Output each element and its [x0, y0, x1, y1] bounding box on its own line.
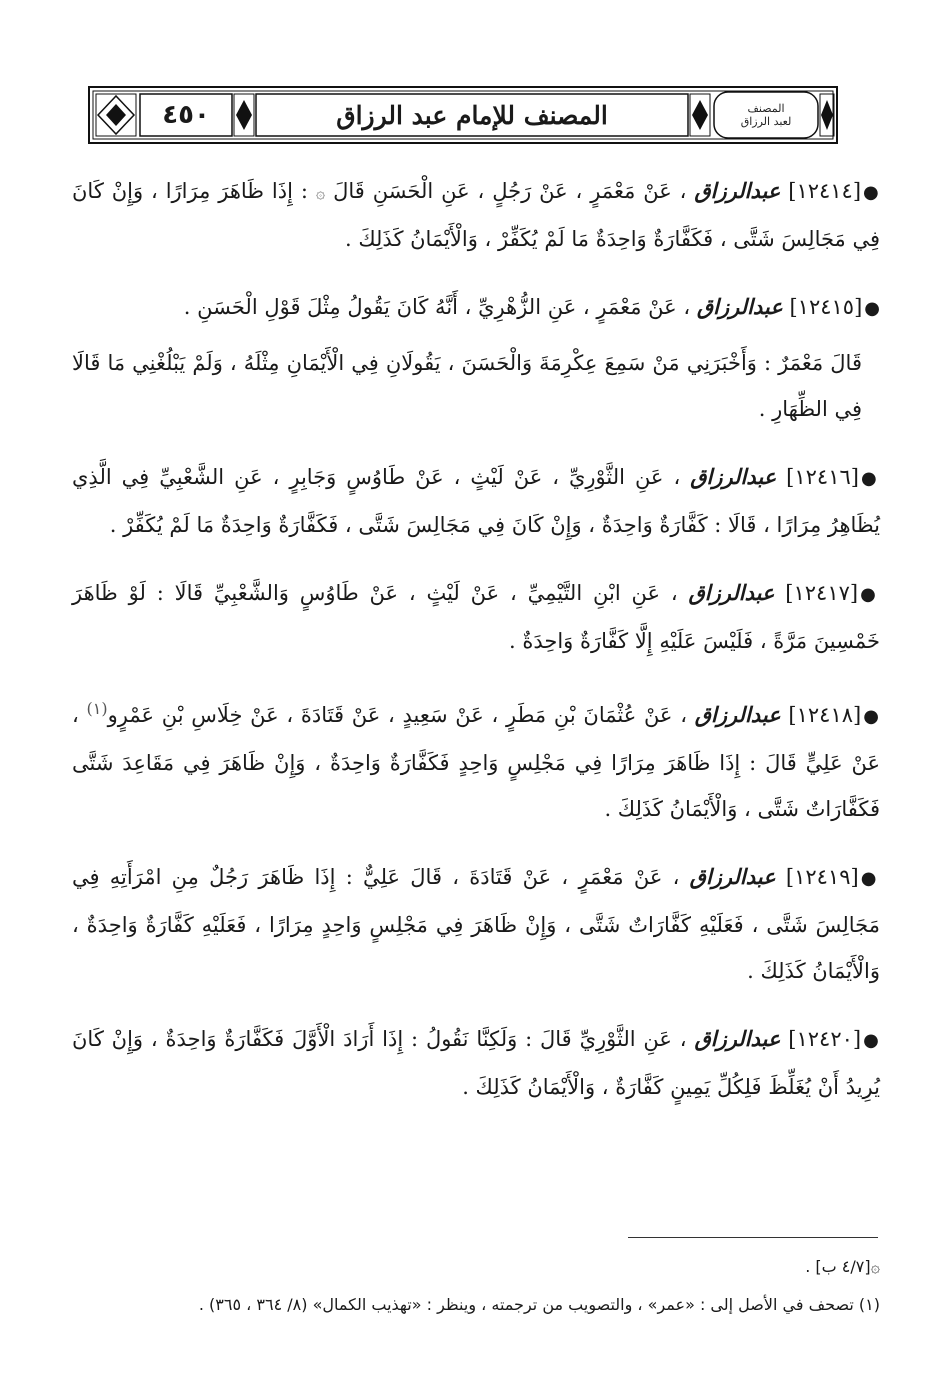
- hadith-number: ١٢٤١٧: [793, 581, 850, 605]
- hadith-number: ١٢٤١٤: [796, 179, 853, 203]
- author-name: عبدالرزاق: [688, 580, 775, 605]
- footnote-1: (١) تصحف في الأصل إلى : «عمر» ، والتصويب من ترجمته ، وينظر : «تهذيب الكمال» (٨/ ٣٦٤ ، ٣٦٥) .: [198, 1295, 880, 1314]
- footnote-divider: [628, 1237, 878, 1238]
- bullet-icon: ●: [863, 706, 880, 727]
- folio-mark: ۞: [315, 183, 326, 202]
- author-name: عبدالرزاق: [696, 294, 783, 319]
- hadith-text: ، عَنْ مَعْمَرٍ ، عَنْ قَتَادَةَ ، قَالَ عَلِيٌّ : إِذَا ظَاهَرَ رَجُلٌ مِنِ امْرَأَتِهِ فِي مَجَالِسَ شَتَّى ، فَعَلَيْهِ كَفَّارَاتٌ شَتَّى ، وَإِنْ ظَاهَرَ فِي مَجْلِسٍ وَاحِدٍ مِرَارًا ، فَعَلَيْهِ كَفَّارَةٌ وَاحِدَةٌ ، وَالْأَيْمَانُ كَذَلِكَ .: [72, 865, 880, 983]
- hadith-number: ١٢٤١٩: [794, 865, 851, 889]
- hadith-paragraph: ●[١٢٤٢٠] عبدالرزاق ، عَنِ الثَّوْرِيِّ قَالَ : وَلَكِنَّا نَقُولُ : إِذَا أَرَادَ الْأَوَّلَ فَكَفَّارَةٌ وَاحِدَةٌ ، وَإِنْ كَانَ يُرِيدُ أَنْ يُغَلِّظَ فَلِكُلِّ يَمِينٍ كَفَّارَةٌ ، وَالْأَيْمَانُ كَذَلِكَ .: [72, 1026, 880, 1099]
- author-name: عبدالرزاق: [694, 1026, 781, 1051]
- author-name: عبدالرزاق: [694, 702, 781, 727]
- bullet-icon: ●: [864, 298, 880, 319]
- page-header: [88, 86, 838, 144]
- hadith-text: ، عَنْ مَعْمَرٍ ، عَنْ رَجُلٍ ، عَنِ الْحَسَنِ قَالَ: [333, 179, 687, 203]
- book-title: المصنف للإمام عبد الرزاق: [336, 100, 608, 130]
- author-name: عبدالرزاق: [689, 864, 776, 889]
- hadith-paragraph: ●[١٢٤١٤] عبدالرزاق ، عَنْ مَعْمَرٍ ، عَنْ رَجُلٍ ، عَنِ الْحَسَنِ قَالَ ۞ : إِذَا ظَاهَرَ مِرَارًا ، وَإِنْ كَانَ فِي مَجَالِسَ شَتَّى ، فَكَفَّارَةٌ وَاحِدَةٌ مَا لَمْ يُكَفِّرْ ، وَالْأَيْمَانُ كَذَلِكَ .: [72, 178, 880, 251]
- hadith-text: ، عَنِ ابْنِ التَّيْمِيِّ ، عَنْ لَيْثٍ ، عَنْ طَاوُسٍ وَالشَّعْبِيِّ قَالَا : لَوْ ظَاهَرَ خَمْسِينَ مَرَّةً ، فَلَيْسَ عَلَيْهِ إِلَّا كَفَّارَةٌ وَاحِدَةٌ .: [72, 581, 880, 653]
- footnote-ref[interactable]: (١): [86, 699, 108, 718]
- bullet-icon: ●: [860, 584, 880, 605]
- author-name: عبدالرزاق: [694, 178, 781, 203]
- hadith-paragraph: ●[١٢٤١٧] عبدالرزاق ، عَنِ ابْنِ التَّيْمِيِّ ، عَنْ لَيْثٍ ، عَنْ طَاوُسٍ وَالشَّعْبِيِّ قَالَا : لَوْ ظَاهَرَ خَمْسِينَ مَرَّةً ، فَلَيْسَ عَلَيْهِ إِلَّا كَفَّارَةٌ وَاحِدَةٌ .: [72, 580, 880, 653]
- hadith-paragraph: ●[١٢٤١٩] عبدالرزاق ، عَنْ مَعْمَرٍ ، عَنْ قَتَادَةَ ، قَالَ عَلِيٌّ : إِذَا ظَاهَرَ رَجُلٌ مِنِ امْرَأَتِهِ فِي مَجَالِسَ شَتَّى ، فَعَلَيْهِ كَفَّارَاتٌ شَتَّى ، وَإِنْ ظَاهَرَ فِي مَجْلِسٍ وَاحِدٍ مِرَارًا ، فَعَلَيْهِ كَفَّارَةٌ وَاحِدَةٌ ، وَالْأَيْمَانُ كَذَلِكَ .: [72, 864, 880, 983]
- folio-note: ۞[٤/٧ ب] .: [805, 1257, 880, 1276]
- main-text: [72, 168, 880, 1132]
- hadith-text: ، عَنِ الثَّوْرِيِّ قَالَ : وَلَكِنَّا نَقُولُ : إِذَا أَرَادَ الْأَوَّلَ فَكَفَّارَةٌ وَاحِدَةٌ ، وَإِنْ كَانَ يُرِيدُ أَنْ يُغَلِّظَ فَلِكُلِّ يَمِينٍ كَفَّارَةٌ ، وَالْأَيْمَانُ كَذَلِكَ .: [72, 1027, 880, 1099]
- hadith-paragraph: ●[١٢٤١٥] عبدالرزاق ، عَنْ مَعْمَرٍ ، عَنِ الزُّهْرِيِّ ، أَنَّهُ كَانَ يَقُولُ مِثْلَ قَوْلِ الْحَسَنِ .: [183, 294, 880, 319]
- hadith-paragraph: ●[١٢٤١٦] عبدالرزاق ، عَنِ الثَّوْرِيِّ ، عَنْ لَيْثٍ ، عَنْ طَاوُسٍ وَجَابِرٍ ، عَنِ الشَّعْبِيِّ فِي الَّذِي يُظَاهِرُ مِرَارًا ، قَالَا : كَفَّارَةٌ وَاحِدَةٌ ، وَإِنْ كَانَ فِي مَجَالِسَ شَتَّى ، فَكَفَّارَةٌ وَاحِدَةٌ مَا لَمْ يُكَفِّرْ .: [72, 464, 880, 537]
- continuation-text: قَالَ مَعْمَرٌ : وَأَخْبَرَنِي مَنْ سَمِعَ عِكْرِمَةَ وَالْحَسَنَ ، يَقُولَانِ فِي الْأَيْمَانِ مِثْلَهُ ، وَلَمْ يَبْلُغْنِي مَا قَالَا فِي الظِّهَارِ .: [72, 351, 862, 421]
- hadith-paragraph: ●[١٢٤١٨] عبدالرزاق ، عَنْ عُثْمَانَ بْنِ مَطَرٍ ، عَنْ سَعِيدٍ ، عَنْ قَتَادَةَ ، عَنْ خِلَاسِ بْنِ عَمْرٍو$^{(١)}$ ، عَنْ عَلِيٍّ قَالَ : إِذَا ظَاهَرَ مِرَارًا فِي مَجْلِسٍ وَاحِدٍ فَكَفَّارَةٌ وَاحِدَةٌ ، وَإِنْ ظَاهَرَ فِي مَقَاعِدَ شَتَّى فَكَفَّارَاتٌ شَتَّى ، وَالْأَيْمَانُ كَذَلِكَ .: [72, 699, 880, 821]
- hadith-number: ١٢٤١٨: [796, 703, 854, 727]
- hadith-number: ١٢٤١٦: [794, 465, 851, 489]
- bullet-icon: ●: [863, 1030, 880, 1051]
- footnotes: [72, 1248, 880, 1324]
- bullet-icon: ●: [860, 868, 880, 889]
- hadith-text: ، عَنِ الثَّوْرِيِّ ، عَنْ لَيْثٍ ، عَنْ طَاوُسٍ وَجَابِرٍ ، عَنِ الشَّعْبِيِّ فِي الَّذِي يُظَاهِرُ مِرَارًا ، قَالَا : كَفَّارَةٌ وَاحِدَةٌ ، وَإِنْ كَانَ فِي مَجَالِسَ شَتَّى ، فَكَفَّارَةٌ وَاحِدَةٌ مَا لَمْ يُكَفِّرْ .: [72, 465, 880, 537]
- hadith-text: ، عَنْ عُثْمَانَ بْنِ مَطَرٍ ، عَنْ سَعِيدٍ ، عَنْ قَتَادَةَ ، عَنْ خِلَاسِ بْنِ عَمْرٍو: [107, 703, 687, 727]
- publisher-seal: [714, 92, 818, 138]
- page-number: ٤٥٠: [162, 100, 210, 130]
- hadith-text-rest: : إِذَا ظَاهَرَ مِرَارًا ، وَإِنْ كَانَ فِي مَجَالِسَ شَتَّى ، فَكَفَّارَةٌ وَاحِدَةٌ مَا لَمْ يُكَفِّرْ ، وَالْأَيْمَانُ كَذَلِكَ .: [72, 179, 880, 251]
- hadith-text-rest: ، عَنْ عَلِيٍّ قَالَ : إِذَا ظَاهَرَ مِرَارًا فِي مَجْلِسٍ وَاحِدٍ فَكَفَّارَةٌ وَاحِدَةٌ ، وَإِنْ ظَاهَرَ فِي مَقَاعِدَ شَتَّى فَكَفَّارَاتٌ شَتَّى ، وَالْأَيْمَانُ كَذَلِكَ .: [72, 703, 880, 821]
- hadith-text: ، عَنْ مَعْمَرٍ ، عَنِ الزُّهْرِيِّ ، أَنَّهُ كَانَ يَقُولُ مِثْلَ قَوْلِ الْحَسَنِ .: [183, 295, 691, 319]
- bullet-icon: ●: [860, 468, 880, 489]
- hadith-number: ١٢٤١٥: [797, 295, 855, 319]
- seal-line-2: لعبد الرزاق: [740, 115, 792, 128]
- seal-line-1: المصنف: [747, 102, 785, 115]
- author-name: عبدالرزاق: [690, 464, 777, 489]
- continuation-paragraph: [72, 340, 880, 432]
- bullet-icon: ●: [863, 182, 880, 203]
- hadith-number: ١٢٤٢٠: [796, 1027, 853, 1051]
